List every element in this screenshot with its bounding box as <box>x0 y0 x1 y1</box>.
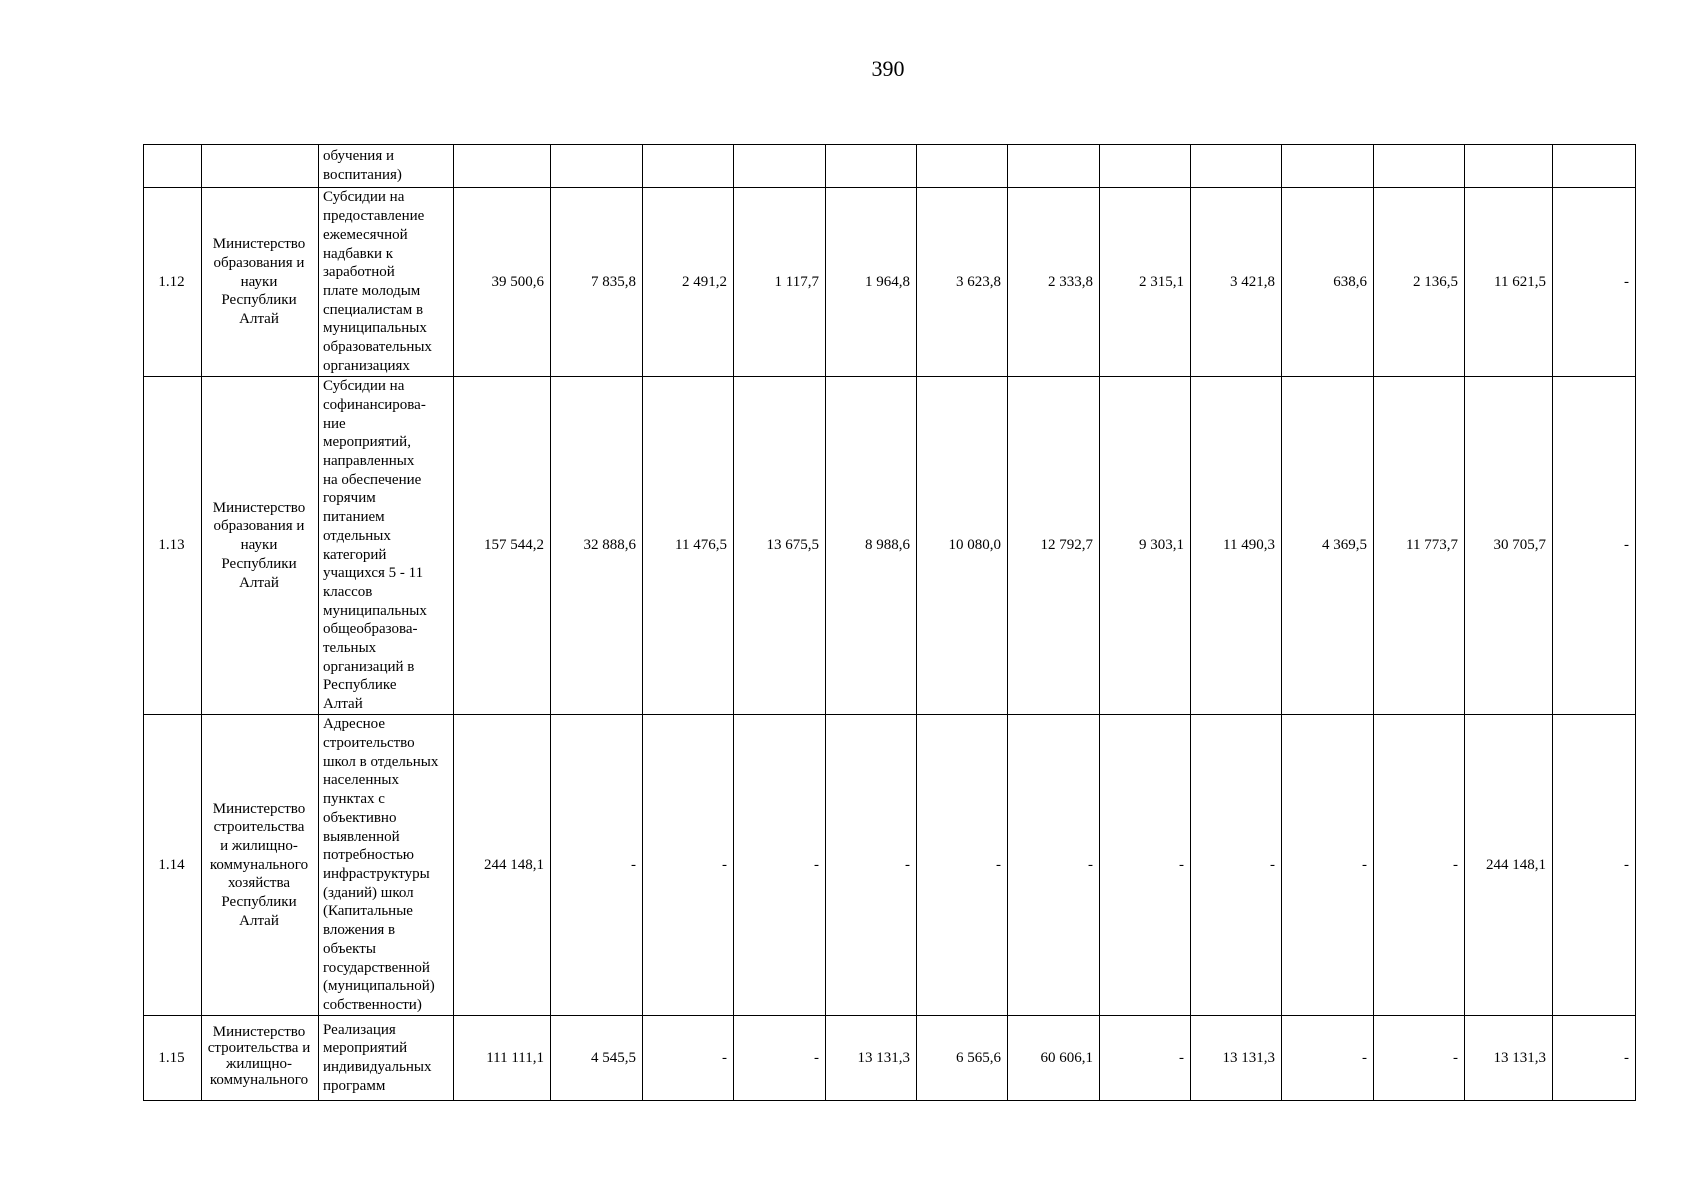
row-number-cell <box>144 145 202 188</box>
value-cell: - <box>1553 715 1636 1016</box>
value-cell: 4 545,5 <box>551 1016 643 1101</box>
value-cell: - <box>643 1016 734 1101</box>
value-cell: 2 315,1 <box>1100 188 1191 377</box>
page-number: 390 <box>871 56 905 81</box>
value-cell: 7 835,8 <box>551 188 643 377</box>
value-cell: 13 131,3 <box>1191 1016 1282 1101</box>
row-number-cell: 1.15 <box>144 1016 202 1101</box>
value-cell: - <box>1374 1016 1465 1101</box>
value-cell <box>1100 145 1191 188</box>
value-cell <box>1374 145 1465 188</box>
value-cell: - <box>1374 715 1465 1016</box>
value-cell: - <box>1282 1016 1374 1101</box>
table-row <box>144 715 1636 1016</box>
row-number-cell: 1.12 <box>144 188 202 377</box>
value-cell: 11 621,5 <box>1465 188 1553 377</box>
value-cell <box>643 145 734 188</box>
table-row <box>144 188 1636 377</box>
value-cell: - <box>917 715 1008 1016</box>
value-cell: - <box>1553 188 1636 377</box>
value-cell: 13 675,5 <box>734 377 826 715</box>
row-number-cell: 1.14 <box>144 715 202 1016</box>
value-cell: 3 623,8 <box>917 188 1008 377</box>
value-cell: 2 136,5 <box>1374 188 1465 377</box>
budget-table <box>143 144 1636 1101</box>
activity-description-cell: Реализация мероприятий индивидуальных программ <box>319 1016 454 1101</box>
value-cell: - <box>1553 377 1636 715</box>
value-cell: 111 111,1 <box>454 1016 551 1101</box>
value-cell: 2 333,8 <box>1008 188 1100 377</box>
value-cell: - <box>734 715 826 1016</box>
value-cell: 60 606,1 <box>1008 1016 1100 1101</box>
table-row <box>144 1016 1636 1101</box>
value-cell: 32 888,6 <box>551 377 643 715</box>
value-cell: 11 490,3 <box>1191 377 1282 715</box>
table-row <box>144 377 1636 715</box>
value-cell: 12 792,7 <box>1008 377 1100 715</box>
value-cell: 3 421,8 <box>1191 188 1282 377</box>
value-cell: - <box>1100 715 1191 1016</box>
value-cell: 244 148,1 <box>1465 715 1553 1016</box>
value-cell: - <box>734 1016 826 1101</box>
activity-description-cell: Адресное строительство школ в отдельных населенных пунктах с объективно выявленной потребностью инфраструктуры (зданий) школ (Капитальные вложения в объекты государственной (муниципальной) собственности) <box>319 715 454 1016</box>
value-cell <box>826 145 917 188</box>
value-cell: 11 476,5 <box>643 377 734 715</box>
value-cell <box>1008 145 1100 188</box>
value-cell <box>454 145 551 188</box>
value-cell: 2 491,2 <box>643 188 734 377</box>
value-cell <box>1282 145 1374 188</box>
value-cell <box>1465 145 1553 188</box>
value-cell: 13 131,3 <box>1465 1016 1553 1101</box>
value-cell: 1 964,8 <box>826 188 917 377</box>
value-cell: 4 369,5 <box>1282 377 1374 715</box>
table-row <box>144 145 1636 188</box>
value-cell <box>734 145 826 188</box>
value-cell: 13 131,3 <box>826 1016 917 1101</box>
value-cell: 1 117,7 <box>734 188 826 377</box>
value-cell: - <box>1553 1016 1636 1101</box>
value-cell: 8 988,6 <box>826 377 917 715</box>
responsible-org-cell: Министерство образования и науки Республики Алтай <box>202 188 319 377</box>
value-cell: 9 303,1 <box>1100 377 1191 715</box>
value-cell <box>917 145 1008 188</box>
value-cell: 11 773,7 <box>1374 377 1465 715</box>
value-cell: - <box>1100 1016 1191 1101</box>
value-cell: - <box>826 715 917 1016</box>
responsible-org-cell: Министерство образования и науки Республики Алтай <box>202 377 319 715</box>
value-cell: 6 565,6 <box>917 1016 1008 1101</box>
value-cell: 244 148,1 <box>454 715 551 1016</box>
activity-description-cell: обучения и воспитания) <box>319 145 454 188</box>
value-cell: 10 080,0 <box>917 377 1008 715</box>
responsible-org-cell: Министерство строительства и жилищно- коммунального хозяйства Республики Алтай <box>202 715 319 1016</box>
responsible-org-cell: Министерство строительства и жилищно- коммунального <box>202 1016 319 1101</box>
value-cell: - <box>1008 715 1100 1016</box>
value-cell: - <box>1191 715 1282 1016</box>
value-cell <box>1191 145 1282 188</box>
value-cell: 157 544,2 <box>454 377 551 715</box>
value-cell: 638,6 <box>1282 188 1374 377</box>
row-number-cell: 1.13 <box>144 377 202 715</box>
value-cell: 30 705,7 <box>1465 377 1553 715</box>
value-cell <box>551 145 643 188</box>
value-cell <box>1553 145 1636 188</box>
responsible-org-cell <box>202 145 319 188</box>
activity-description-cell: Субсидии на предоставление ежемесячной надбавки к заработной плате молодым специалистам в муниципальных образовательных организациях <box>319 188 454 377</box>
activity-description-cell: Субсидии на софинансирова- ние мероприятий, направленных на обеспечение горячим питанием отдельных категорий учащихся 5 - 11 классов муниципальных общеобразова- тельных организаций в Республике Алтай <box>319 377 454 715</box>
value-cell: - <box>643 715 734 1016</box>
value-cell: 39 500,6 <box>454 188 551 377</box>
value-cell: - <box>1282 715 1374 1016</box>
value-cell: - <box>551 715 643 1016</box>
